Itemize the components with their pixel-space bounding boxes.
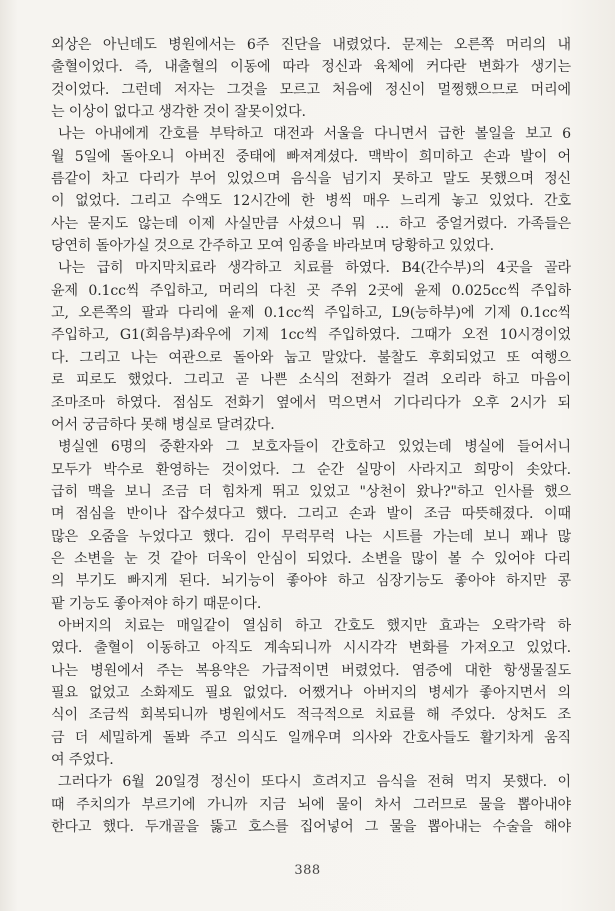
text-line: 어서 궁금하다 못해 병실로 달려갔다. — [51, 416, 275, 433]
text-line: 금 더 세밀하게 돌봐 주고 의식도 일깨우며 의사와 간호사들도 활기차게 움직 — [51, 729, 571, 746]
text-line: 다. 그리고 나는 여관으로 돌아와 눕고 말았다. 불찰도 후회되었고 또 여행으 — [51, 349, 571, 366]
text-line: 로 피로도 했었다. 그리고 곧 나쁜 소식의 전화가 걸려 오리라 하고 마음이 — [51, 372, 571, 389]
text-line: 은 소변을 눈 것 같아 더욱이 안심이 되었다. 소변을 많이 볼 수 있어야 다리 — [51, 550, 571, 567]
text-line: 조마조마 하였다. 점심도 전화기 옆에서 먹으면서 기다리다가 오후 2시가 되 — [51, 394, 571, 411]
text-line: 필요 없었고 소화제도 필요 없었다. 어쨌거나 아버지의 병세가 좋아지면서 의 — [51, 684, 571, 701]
text-line: 그러다가 6월 20일경 정신이 또다시 흐려지고 음식을 전혀 먹지 못했다. 이 — [58, 774, 571, 791]
text-line: 고, 오른쪽의 팔과 다리에 윤제 0.1cc씩 주입하고, L9(능하부)에 기제 0.1cc씩 — [51, 305, 571, 322]
text-line: 며 점심을 반이나 잡수셨다고 했다. 그리고 손과 발이 조금 따뜻해졌다. 이때 — [51, 506, 571, 523]
text-line: 아버지의 치료는 매일같이 열심히 하고 간호도 했지만 효과는 오락가락 하 — [58, 617, 571, 634]
text-line: 외상은 아닌데도 병원에서는 6주 진단을 내렸었다. 문제는 오른쪽 머리의 내 — [51, 37, 571, 53]
text-line: 사는 묻지도 않는데 이제 사실만큼 사셨으니 뭐 … 하고 중얼거렸다. 가족들은 — [51, 215, 571, 232]
body-text — [51, 34, 571, 838]
text-line: 윤제 0.1cc씩 주입하고, 머리의 다친 곳 주위 2곳에 윤제 0.025cc씩 주입하 — [51, 282, 571, 299]
text-line: 출혈이었다. 즉, 내출혈의 이동에 따라 정신과 육체에 커다란 변화가 생기는 — [51, 59, 571, 76]
text-line: 병실엔 6명의 중환자와 그 보호자들이 간호하고 있었는데 병실에 들어서니 — [58, 439, 571, 456]
text-line: 의 부기도 빠지게 된다. 뇌기능이 좋아야 하고 심장기능도 좋아야 하지만 콩 — [51, 573, 571, 590]
text-line: 식이 조금씩 회복되니까 병원에서도 적극적으로 치료를 해 주었다. 상처도 조 — [51, 707, 571, 724]
text-line: 나는 급히 마지막치료라 생각하고 치료를 하였다. B4(간수부)의 4곳을 골라 — [58, 260, 571, 277]
text-line: 때 주치의가 부르기에 가니까 지금 뇌에 물이 차서 그러므로 물을 뽑아내야 — [51, 796, 571, 813]
text-line: 많은 오줌을 누었다고 했다. 김이 무럭무럭 나는 시트를 가는데 보니 꽤나 많 — [51, 528, 571, 545]
text-line: 는 이상이 없다고 생각한 것이 잘못이었다. — [51, 104, 306, 121]
text-line: 당연히 돌아가실 것으로 간주하고 모여 임종을 바라보며 당황하고 있었다. — [51, 238, 494, 255]
text-line: 여 주었다. — [51, 752, 114, 768]
text-line: 름같이 차고 다리가 부어 있었으며 음식을 넘기지 못하고 말도 못했으며 정신 — [51, 171, 571, 188]
text-line: 월 5일에 돌아오니 아버진 중태에 빠져계셨다. 맥박이 희미하고 손과 발이 어 — [51, 148, 571, 165]
text-line: 나는 병원에서 주는 복용약은 가급적이면 버렸었다. 염증에 대한 항생물질도 — [51, 662, 571, 679]
text-line: 주입하고, G1(회음부)좌우에 기제 1cc씩 주입하였다. 그때가 오전 10시경이었 — [51, 327, 571, 344]
page-number: 388 — [294, 863, 321, 878]
text-line: 급히 맥을 보니 조금 더 힘차게 뛰고 있었고 "상천이 왔나?"하고 인사를 했으 — [51, 483, 571, 500]
text-line: 이 없었다. 그리고 수액도 12시간에 한 병씩 매우 느리게 놓고 있었다. 간호 — [51, 193, 571, 210]
text-line: 한다고 했다. 두개골을 뚫고 호스를 집어넣어 그 물을 뽑아내는 수술을 해야 — [51, 819, 571, 836]
text-line: 였다. 출혈이 이동하고 아직도 계속되니까 시시각각 변화를 가져오고 있었다. — [51, 640, 571, 657]
text-line: 팥 기능도 좋아져야 하기 때문이다. — [51, 595, 262, 612]
text-line: 나는 아내에게 간호를 부탁하고 대전과 서울을 다니면서 급한 볼일을 보고 6 — [58, 126, 571, 143]
text-line: 것이었다. 그런데 저자는 그것을 모르고 처음에 정신이 멀쩡했으므로 머리에 — [51, 81, 571, 98]
text-line: 모두가 박수로 환영하는 것이었다. 그 순간 실망이 사라지고 희망이 솟았다. — [51, 461, 571, 478]
